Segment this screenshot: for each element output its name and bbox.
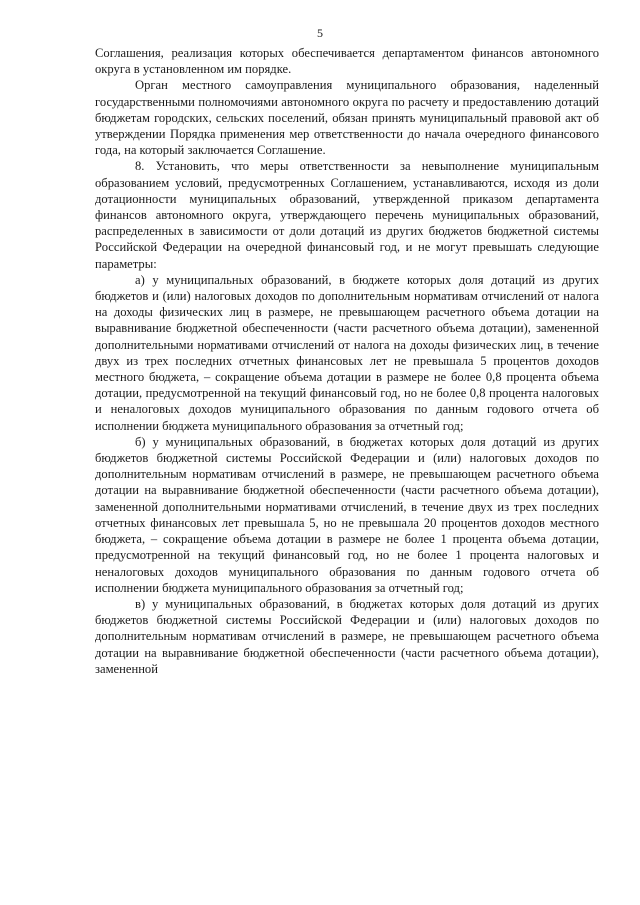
paragraph-continuation: Соглашения, реализация которых обеспечивается департаментом финансов автономного округа в установленном им порядке. [95, 46, 599, 77]
paragraph-item-8: 8. Установить, что меры ответственности за невыполнение муниципальным образованием условий, предусмотренных Соглашением, устанавливаются, исходя из доли дотационности муниципальных образований, утвержденной приказом департамента финансов автономного округа, утверждающего перечень муниципальных образований, распределенных в зависимости от доли дотаций из других бюджетов бюджетной системы Российской Федерации на очередной финансовый год, и не могут превышать следующие параметры: [95, 159, 599, 271]
document-body [95, 45, 599, 677]
page-number: 5 [317, 26, 323, 40]
paragraph-local-government-body: Орган местного самоуправления муниципального образования, наделенный государственными полномочиями автономного округа по расчету и предоставлению дотаций бюджетам городских, сельских поселений, обязан принять муниципальный правовой акт об утверждении Порядка применения мер ответственности до начала очередного финансового года, на который заключается Соглашение. [95, 78, 599, 158]
paragraph-subitem-a: а) у муниципальных образований, в бюджете которых доля дотаций из других бюджетов и (или) налоговых доходов по дополнительным нормативам отчислений от налога на доходы физических лиц в размере, не превышающем расчетного объема дотации на выравнивание бюджетной обеспеченности (части расчетного объема дотации), замененной дополнительными нормативами отчислений от налога на доходы физических лиц, в течение двух из трех последних отчетных финансовых лет не превышала 5 процентов доходов местного бюджета, – сокращение объема дотации в размере не более 0,8 процента объема дотации, предусмотренной на текущий финансовый год, но не более 0,8 процента налоговых и неналоговых доходов муниципального образования по данным годового отчета об исполнении бюджета муниципального образования за отчетный год; [95, 272, 599, 433]
paragraph-subitem-b: б) у муниципальных образований, в бюджетах которых доля дотаций из других бюджетов бюджетной системы Российской Федерации и (или) налоговых доходов по дополнительным нормативам отчислений в размере, не превышающем расчетного объема дотации на выравнивание бюджетной обеспеченности (части расчетного объема дотации), замененной дополнительными нормативами отчислений, в течение двух из трех последних отчетных финансовых лет превышала 5, но не превышала 20 процентов доходов местного бюджета, – сокращение объема дотации в размере не более 1 процента объема дотации, предусмотренной на текущий финансовый год, но не более 1 процента налоговых и неналоговых доходов муниципального образования по данным годового отчета об исполнении бюджета муниципального образования за отчетный год; [95, 434, 599, 595]
paragraph-subitem-v: в) у муниципальных образований, в бюджетах которых доля дотаций из других бюджетов бюджетной системы Российской Федерации и (или) налоговых доходов по дополнительным нормативам отчислений в размере, не превышающем расчетного объема дотации на выравнивание бюджетной обеспеченности (части расчетного объема дотации), замененной [95, 596, 599, 676]
